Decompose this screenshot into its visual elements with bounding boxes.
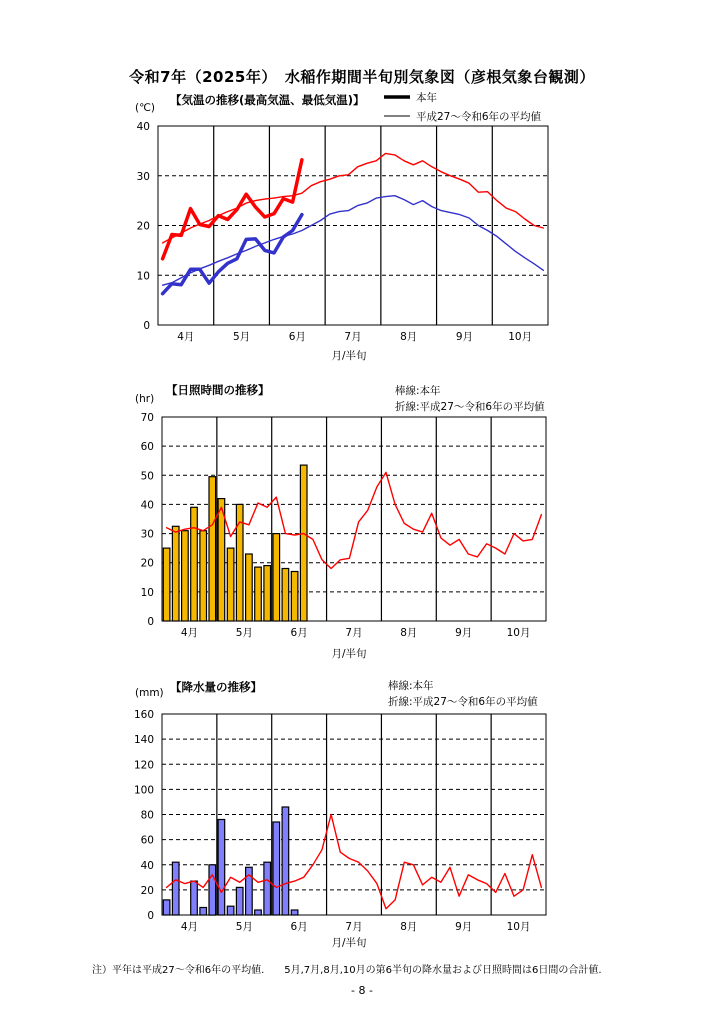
precipitation-legend-bar: 棒線:本年 bbox=[388, 680, 434, 692]
temperature-y-tick-label: 10 bbox=[136, 270, 150, 283]
precipitation-y-tick-label: 60 bbox=[140, 834, 154, 847]
sunshine-bar bbox=[255, 567, 262, 621]
sunshine-y-tick-label: 60 bbox=[140, 441, 154, 454]
legend-this-year-label: 本年 bbox=[416, 92, 437, 104]
sunshine-month-label: 6月 bbox=[290, 627, 308, 639]
sunshine-month-label: 10月 bbox=[506, 627, 531, 639]
precipitation-bar bbox=[218, 820, 225, 916]
temperature-chart-title: 【気温の推移(最高気温、最低気温)】 bbox=[170, 93, 365, 107]
precipitation-bar bbox=[282, 807, 289, 915]
precipitation-month-label: 7月 bbox=[345, 921, 363, 933]
temperature-x-label: 月/半旬 bbox=[331, 350, 367, 362]
sunshine-bar bbox=[282, 569, 289, 622]
temperature-y-tick-label: 0 bbox=[143, 320, 150, 332]
precipitation-chart-title: 【降水量の推移】 bbox=[170, 680, 262, 694]
temperature-month-label: 4月 bbox=[177, 331, 195, 343]
temperature-y-tick-label: 40 bbox=[136, 121, 150, 133]
precipitation-chart bbox=[0, 672, 724, 962]
precipitation-month-label: 5月 bbox=[235, 921, 253, 933]
sunshine-y-tick-label: 30 bbox=[140, 528, 154, 541]
precipitation-y-tick-label: 140 bbox=[133, 734, 154, 747]
temperature-month-label: 10月 bbox=[508, 331, 533, 343]
sunshine-bar bbox=[300, 465, 307, 621]
precipitation-month-label: 4月 bbox=[180, 921, 199, 933]
temperature-month-label: 9月 bbox=[455, 331, 474, 343]
temperature-y-tick-label: 30 bbox=[136, 170, 150, 183]
precipitation-y-tick-label: 0 bbox=[147, 910, 154, 922]
sunshine-y-tick-label: 50 bbox=[140, 470, 154, 483]
temperature-y-tick-label: 20 bbox=[136, 220, 150, 233]
sunshine-bar bbox=[264, 566, 271, 621]
sunshine-month-label: 9月 bbox=[455, 627, 473, 639]
precipitation-bar bbox=[291, 910, 298, 915]
precipitation-y-tick-label: 160 bbox=[133, 709, 154, 721]
sunshine-bar bbox=[191, 507, 198, 621]
temperature-month-label: 8月 bbox=[400, 331, 418, 343]
precipitation-y-tick-label: 40 bbox=[140, 859, 154, 872]
page-title: 令和7年（2025年） 水稲作期間半旬別気象図（彦根気象台観測） bbox=[129, 68, 595, 86]
sunshine-y-tick-label: 20 bbox=[140, 557, 154, 570]
sunshine-bar bbox=[273, 534, 280, 621]
precipitation-bar bbox=[163, 900, 170, 915]
sunshine-legend-line: 折線:平成27～令和6年の平均値 bbox=[395, 401, 545, 413]
precipitation-legend-line: 折線:平成27～令和6年の平均値 bbox=[388, 696, 538, 708]
sunshine-bar bbox=[200, 531, 207, 621]
sunshine-bar bbox=[172, 526, 179, 621]
sunshine-y-tick-label: 0 bbox=[147, 616, 154, 628]
precipitation-bar bbox=[191, 881, 198, 915]
sunshine-month-label: 7月 bbox=[345, 627, 363, 639]
temperature-chart bbox=[0, 88, 724, 388]
precipitation-bar bbox=[227, 906, 234, 915]
precipitation-bar bbox=[273, 822, 280, 915]
temperature-month-label: 7月 bbox=[344, 331, 362, 343]
precipitation-month-label: 6月 bbox=[290, 921, 308, 933]
sunshine-bar bbox=[163, 548, 170, 621]
precipitation-y-tick-label: 20 bbox=[140, 884, 154, 897]
sunshine-bar bbox=[209, 477, 216, 621]
temperature-month-label: 6月 bbox=[288, 331, 306, 343]
precipitation-y-tick-label: 120 bbox=[133, 759, 154, 772]
temperature-legend bbox=[384, 91, 542, 123]
sunshine-bar bbox=[182, 531, 189, 621]
temperature-month-label: 5月 bbox=[232, 331, 251, 343]
sunshine-bar bbox=[291, 572, 298, 622]
sunshine-month-label: 4月 bbox=[180, 627, 199, 639]
sunshine-chart bbox=[0, 378, 724, 668]
precipitation-y-tick-label: 100 bbox=[133, 784, 154, 797]
precipitation-month-label: 9月 bbox=[455, 921, 473, 933]
sunshine-y-tick-label: 70 bbox=[140, 412, 154, 424]
precipitation-unit-label: (mm) bbox=[135, 687, 164, 699]
sunshine-y-tick-label: 10 bbox=[140, 586, 154, 599]
footnote: 注）平年は平成27～令和6年の平均値. 5月,7月,8月,10月の第6半旬の降水量および日照時間は6日間の合計値. bbox=[92, 965, 602, 976]
sunshine-chart-title: 【日照時間の推移】 bbox=[166, 383, 270, 397]
precipitation-bar bbox=[200, 908, 207, 916]
precipitation-bar bbox=[264, 862, 271, 915]
sunshine-bar bbox=[246, 554, 253, 621]
sunshine-unit-label: (hr) bbox=[135, 393, 155, 405]
sunshine-bar bbox=[227, 548, 234, 621]
sunshine-legend-bar: 棒線:本年 bbox=[395, 385, 441, 397]
sunshine-y-tick-label: 40 bbox=[140, 499, 154, 512]
sunshine-month-label: 5月 bbox=[235, 627, 253, 639]
precipitation-bar bbox=[172, 862, 179, 915]
precipitation-y-tick-label: 80 bbox=[140, 809, 154, 822]
precipitation-x-label: 月/半旬 bbox=[331, 937, 367, 949]
precipitation-bar bbox=[209, 865, 216, 915]
sunshine-x-label: 月/半旬 bbox=[331, 648, 367, 660]
legend-normal-label: 平成27～令和6年の平均値 bbox=[416, 111, 542, 123]
precipitation-bar bbox=[255, 910, 262, 915]
temperature-unit-label: (℃) bbox=[135, 102, 155, 114]
precipitation-month-label: 10月 bbox=[506, 921, 531, 933]
precipitation-month-label: 8月 bbox=[400, 921, 418, 933]
precipitation-bar bbox=[236, 887, 243, 915]
sunshine-month-label: 8月 bbox=[400, 627, 418, 639]
page-number: - 8 - bbox=[351, 984, 373, 997]
